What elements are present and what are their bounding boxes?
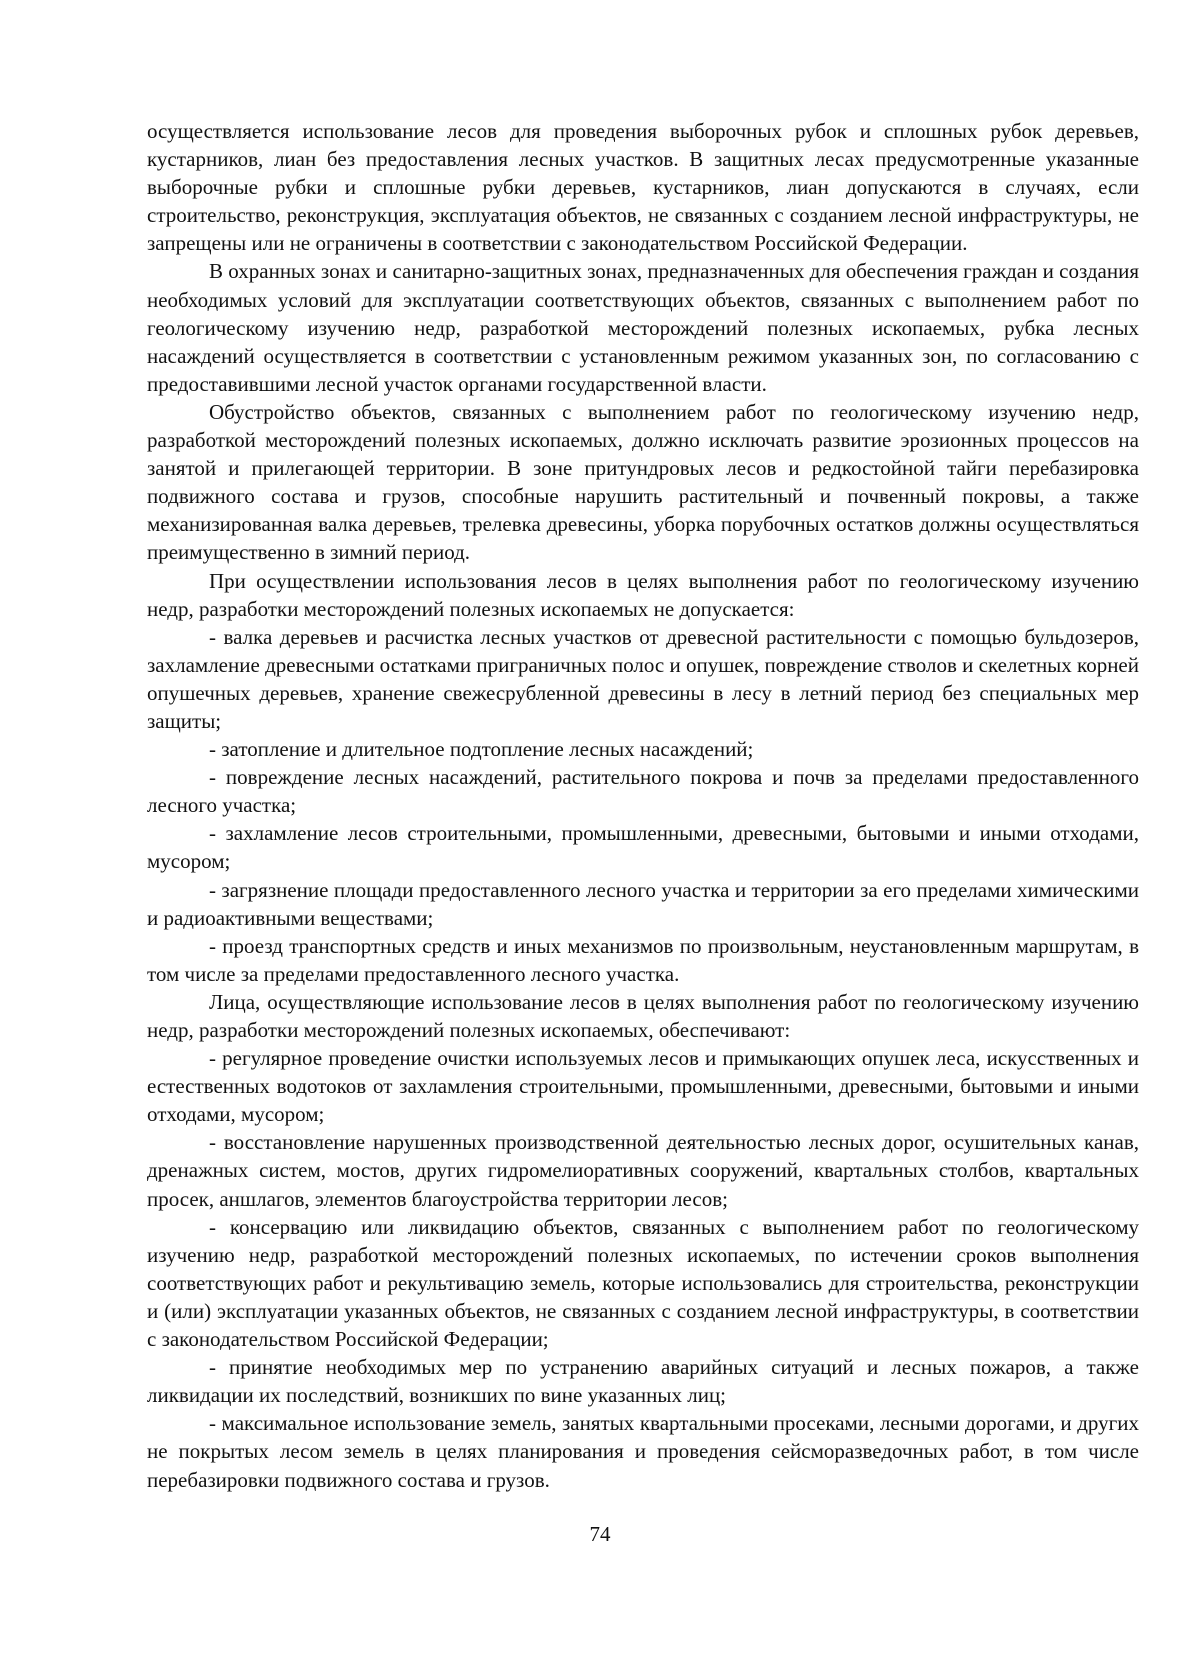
list-item-obligation: - консервацию или ликвидацию объектов, связанных с выполнением работ по геологическому изучению недр, разработкой месторождений полезных ископаемых, по истечении сроков выполнения соответствующих работ и рекультивацию земель, которые использовались для строительства, реконструкции и (или) эксплуатации указанных объектов, не связанных с созданием лесной инфраструктуры, в соответствии с законодательством Российской Федерации; bbox=[147, 1214, 1139, 1352]
list-item-prohibition: - повреждение лесных насаждений, растительного покрова и почв за пределами предоставленного лесного участка; bbox=[147, 765, 1139, 818]
list-item-obligation: - регулярное проведение очистки используемых лесов и примыкающих опушек леса, искусственных и естественных водотоков от захламления строительными, промышленными, древесными, бытовыми и иными отходами, мусором; bbox=[147, 1046, 1139, 1127]
list-item-prohibition: - затопление и длительное подтопление лесных насаждений; bbox=[209, 737, 754, 762]
paragraph-protection-zones: В охранных зонах и санитарно-защитных зонах, предназначенных для обеспечения граждан и создания необходимых условий для эксплуатации соответствующих объектов, связанных с выполнением работ по геологическому изучению недр, разработкой месторождений полезных ископаемых, рубка лесных насаждений осуществляется в соответствии с установленным режимом указанных зон, по согласованию с предоставившими лесной участок органами государственной власти. bbox=[147, 259, 1139, 396]
list-item-obligation: - максимальное использование земель, занятых квартальными просеками, лесными дорогами, и других не покрытых лесом земель в целях планирования и проведения сейсморазведочных работ, в том числе перебазировки подвижного состава и грузов. bbox=[147, 1411, 1139, 1492]
list-item-prohibition: - захламление лесов строительными, промышленными, древесными, бытовыми и иными отходами, мусором; bbox=[147, 821, 1139, 874]
document-body bbox=[147, 117, 1139, 1494]
paragraph-continuation: осуществляется использование лесов для проведения выборочных рубок и сплошных рубок деревьев, кустарников, лиан без предоставления лесных участков. В защитных лесах предусмотренные указанные выборочные рубки и сплошные рубки деревьев, кустарников, лиан допускаются в случаях, если строительство, реконструкция, эксплуатация объектов, не связанных с созданием лесной инфраструктуры, не запрещены или не ограничены в соответствии с законодательством Российской Федерации. bbox=[147, 119, 1139, 256]
paragraph-prohibitions-intro: При осуществлении использования лесов в целях выполнения работ по геологическому изучению недр, разработки месторождений полезных ископаемых не допускается: bbox=[147, 568, 1139, 621]
list-item-obligation: - восстановление нарушенных производственной деятельностью лесных дорог, осушительных канав, дренажных систем, мостов, других гидромелиоративных сооружений, квартальных столбов, квартальных просек, аншлагов, элементов благоустройства территории лесов; bbox=[147, 1130, 1139, 1211]
page-number: 74 bbox=[589, 1522, 611, 1546]
paragraph-obligations-intro: Лица, осуществляющие использование лесов в целях выполнения работ по геологическому изучению недр, разработки месторождений полезных ископаемых, обеспечивают: bbox=[147, 989, 1139, 1042]
list-item-prohibition: - загрязнение площади предоставленного лесного участка и территории за его пределами химическими и радиоактивными веществами; bbox=[147, 877, 1139, 930]
list-item-obligation: - принятие необходимых мер по устранению аварийных ситуаций и лесных пожаров, а также ликвидации их последствий, возникших по вине указанных лиц; bbox=[147, 1355, 1139, 1408]
list-item-prohibition: - валка деревьев и расчистка лесных участков от древесной растительности с помощью бульдозеров, захламление древесными остатками приграничных полос и опушек, повреждение стволов и скелетных корней опушечных деревьев, хранение свежесрубленной древесины в лесу в летний период без специальных мер защиты; bbox=[147, 624, 1139, 733]
list-item-prohibition: - проезд транспортных средств и иных механизмов по произвольным, неустановленным маршрутам, в том числе за пределами предоставленного лесного участка. bbox=[147, 933, 1139, 986]
paragraph-object-arrangement: Обустройство объектов, связанных с выполнением работ по геологическому изучению недр, разработкой месторождений полезных ископаемых, должно исключать развитие эрозионных процессов на занятой и прилегающей территории. В зоне притундровых лесов и редкостойной тайги перебазировка подвижного состава и грузов, способные нарушить растительный и почвенный покровы, а также механизированная валка деревьев, трелевка древесины, уборка порубочных остатков должны осуществляться преимущественно в зимний период. bbox=[147, 399, 1139, 565]
